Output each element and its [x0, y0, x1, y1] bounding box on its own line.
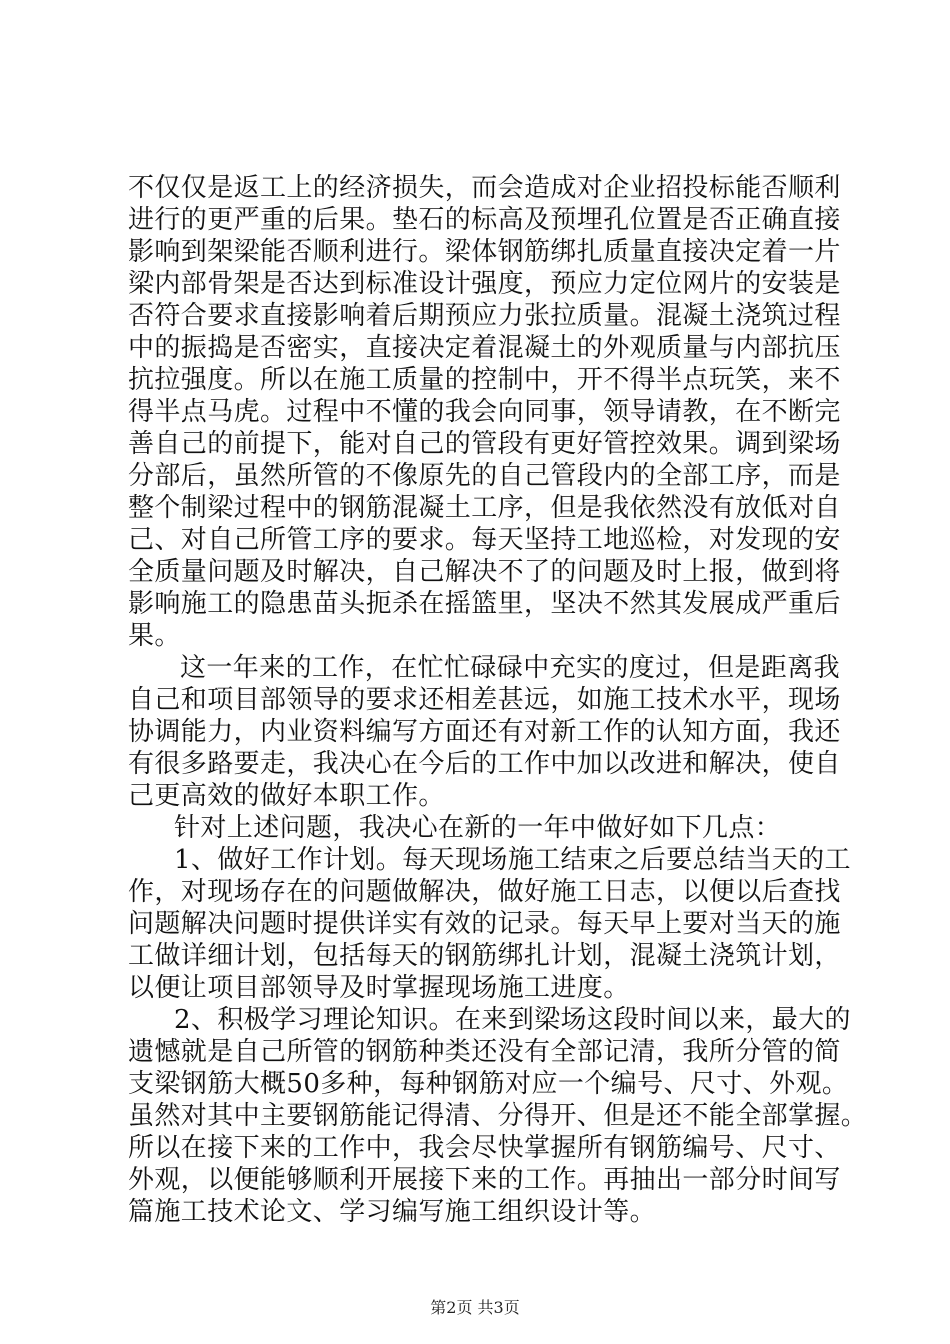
text-line: 善自己的前提下，能对自己的管段有更好管控效果。调到梁场: [128, 429, 841, 459]
text-line: 得半点马虎。过程中不懂的我会向同事，领导请教，在不断完: [128, 397, 841, 427]
text-line: 己、对自己所管工序的要求。每天坚持工地巡检，对发现的安: [128, 525, 841, 555]
paragraph-start-line: 针对上述问题，我决心在新的一年中做好如下几点：: [174, 813, 782, 843]
list-item-start-line: 1、做好工作计划。每天现场施工结束之后要总结当天的工: [174, 845, 851, 875]
document-body: [128, 172, 868, 1228]
text-line: 梁内部骨架是否达到标准设计强度，预应力定位网片的安装是: [128, 269, 841, 299]
text-line: 协调能力，内业资料编写方面还有对新工作的认知方面，我还: [128, 717, 841, 747]
text-line: 己更高效的做好本职工作。: [128, 781, 445, 811]
text-line: 中的振捣是否密实，直接决定着混凝土的外观质量与内部抗压: [128, 333, 841, 363]
text-line: 工做详细计划，包括每天的钢筋绑扎计划，混凝土浇筑计划，: [128, 941, 841, 971]
text-line: 有很多路要走，我决心在今后的工作中加以改进和解决，使自: [128, 749, 841, 779]
text-line: 遗憾就是自己所管的钢筋种类还没有全部记清，我所分管的简: [128, 1037, 841, 1067]
page-footer: 第2页 共3页: [430, 1298, 520, 1317]
text-line: 自己和项目部领导的要求还相差甚远，如施工技术水平，现场: [128, 685, 841, 715]
text-line: 整个制梁过程中的钢筋混凝土工序，但是我依然没有放低对自: [128, 493, 841, 523]
text-line: 篇施工技术论文、学习编写施工组织设计等。: [128, 1197, 657, 1227]
text-line: 以便让项目部领导及时掌握现场施工进度。: [128, 973, 630, 1003]
paragraph-start-line: 这一年来的工作，在忙忙碌碌中充实的度过，但是距离我: [180, 653, 841, 683]
text-line: 影响施工的隐患苗头扼杀在摇篮里，坚决不然其发展成严重后: [128, 589, 841, 619]
text-line: 否符合要求直接影响着后期预应力张拉质量。混凝土浇筑过程: [128, 301, 841, 331]
text-line: 抗拉强度。所以在施工质量的控制中，开不得半点玩笑，来不: [128, 365, 841, 395]
text-line: 果。: [128, 621, 181, 651]
text-line: 影响到架梁能否顺利进行。梁体钢筋绑扎质量直接决定着一片: [128, 237, 841, 267]
text-line: 全质量问题及时解决，自己解决不了的问题及时上报，做到将: [128, 557, 841, 587]
text-line: 进行的更严重的后果。垫石的标高及预埋孔位置是否正确直接: [128, 205, 841, 235]
text-line: 所以在接下来的工作中，我会尽快掌握所有钢筋编号、尺寸、: [128, 1133, 841, 1163]
text-line: 不仅仅是返工上的经济损失，而会造成对企业招投标能否顺利: [128, 173, 841, 203]
text-line: 虽然对其中主要钢筋能记得清、分得开、但是还不能全部掌握。: [128, 1101, 868, 1131]
text-line: 支梁钢筋大概50多种，每种钢筋对应一个编号、尺寸、外观。: [128, 1069, 849, 1099]
text-line: 问题解决问题时提供详实有效的记录。每天早上要对当天的施: [128, 909, 841, 939]
text-line: 作，对现场存在的问题做解决，做好施工日志，以便以后查找: [128, 877, 841, 907]
text-line: 外观，以便能够顺利开展接下来的工作。再抽出一部分时间写: [128, 1165, 841, 1195]
list-item-start-line: 2、积极学习理论知识。在来到梁场这段时间以来，最大的: [174, 1005, 851, 1035]
text-line: 分部后，虽然所管的不像原先的自己管段内的全部工序，而是: [128, 461, 841, 491]
